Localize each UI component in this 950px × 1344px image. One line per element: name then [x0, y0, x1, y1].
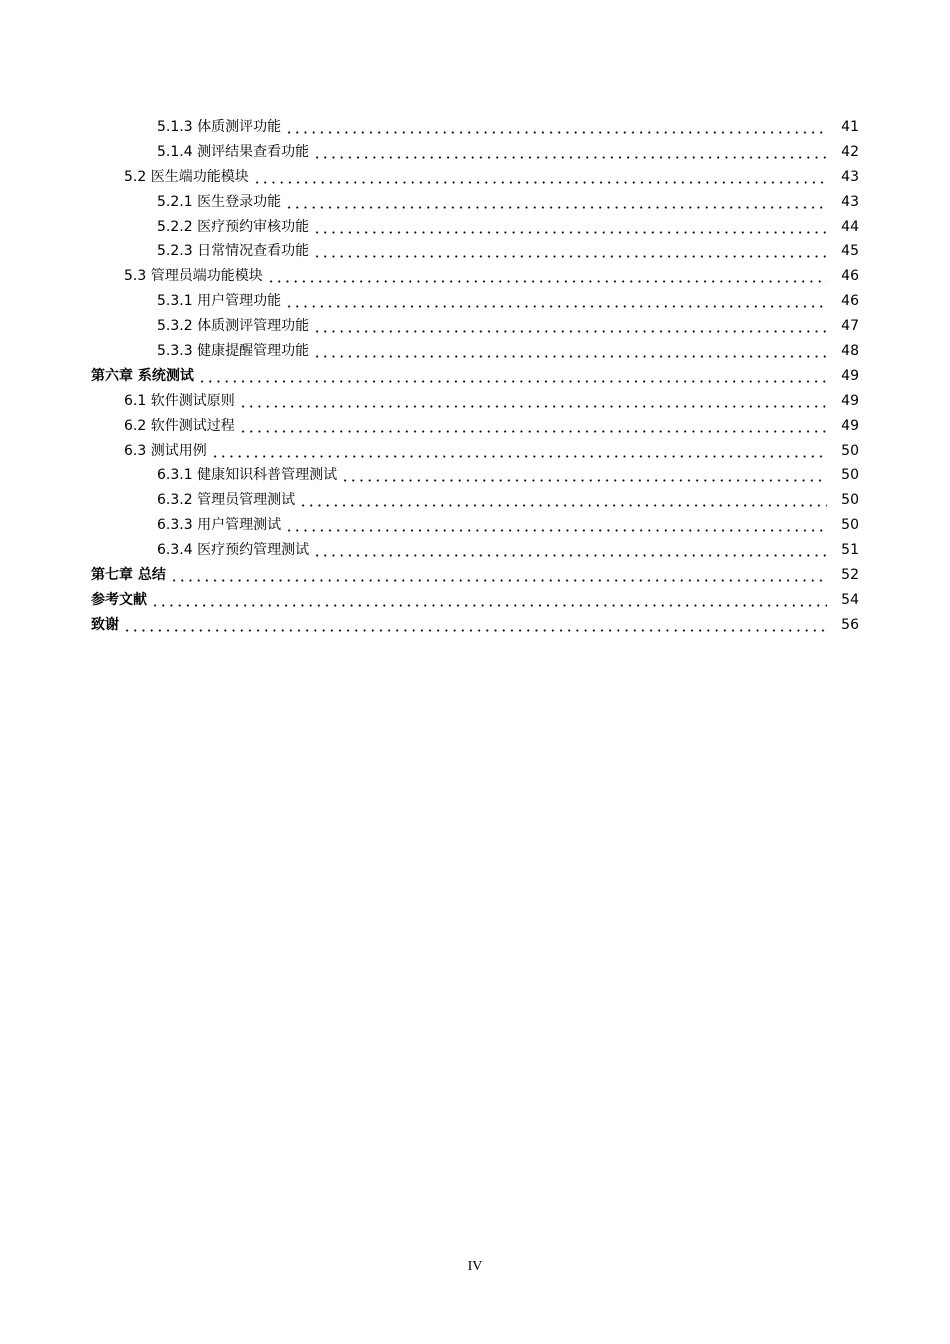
toc-entry-title: 参考文献	[91, 591, 147, 608]
toc-page-number: 46	[841, 293, 859, 310]
table-of-contents	[0, 115, 950, 638]
toc-entry-title: 6.2 软件测试过程	[124, 417, 235, 434]
toc-entry[interactable]	[0, 513, 950, 538]
toc-page-number: 51	[841, 542, 859, 559]
toc-entry[interactable]	[0, 239, 950, 264]
toc-entry[interactable]	[0, 314, 950, 339]
toc-page-number: 49	[841, 417, 859, 434]
toc-page-number: 50	[841, 442, 859, 459]
toc-entry-title: 5.3 管理员端功能模块	[124, 268, 263, 285]
dot-leader	[239, 405, 827, 408]
toc-entry-title: 5.3.2 体质测评管理功能	[157, 318, 310, 335]
toc-entry-chapter[interactable]	[0, 588, 950, 613]
dot-leader	[285, 131, 827, 134]
toc-entry[interactable]	[0, 414, 950, 439]
toc-page-number: 54	[841, 591, 859, 608]
dot-leader	[313, 231, 827, 234]
toc-page-number: 42	[841, 143, 859, 160]
toc-page-number: 44	[841, 218, 859, 235]
toc-entry-title: 5.1.3 体质测评功能	[157, 119, 282, 135]
toc-entry-title: 5.1.4 测评结果查看功能	[157, 143, 310, 160]
toc-page-number: 43	[841, 168, 859, 185]
toc-entry-title: 6.3.4 医疗预约管理测试	[157, 542, 310, 559]
toc-page-number: 41	[841, 119, 859, 135]
toc-page-number: 56	[841, 616, 859, 633]
toc-page-number: 46	[841, 268, 859, 285]
toc-entry-title: 第六章 系统测试	[91, 367, 194, 384]
toc-entry[interactable]	[0, 439, 950, 464]
toc-entry-title: 5.2.1 医生登录功能	[157, 193, 282, 210]
toc-entry[interactable]	[0, 289, 950, 314]
toc-entry[interactable]	[0, 389, 950, 414]
toc-entry-title: 致谢	[91, 616, 119, 633]
dot-leader	[341, 479, 827, 482]
dot-leader	[299, 504, 827, 507]
toc-entry-title: 5.3.3 健康提醒管理功能	[157, 343, 310, 360]
toc-entry[interactable]	[0, 538, 950, 563]
toc-page-number: 47	[841, 318, 859, 335]
page-footer-number: IV	[467, 1259, 483, 1274]
toc-page-number: 50	[841, 492, 859, 509]
dot-leader	[313, 355, 827, 358]
dot-leader	[285, 529, 827, 532]
toc-entry-title: 6.3.2 管理员管理测试	[157, 492, 296, 509]
dot-leader	[123, 629, 827, 632]
toc-entry-title: 6.3 测试用例	[124, 442, 207, 459]
toc-entry[interactable]	[0, 165, 950, 190]
toc-page-number: 49	[841, 392, 859, 409]
dot-leader	[253, 181, 827, 184]
toc-entry[interactable]	[0, 115, 950, 140]
toc-page-number: 50	[841, 467, 859, 484]
dot-leader	[313, 554, 827, 557]
dot-leader	[211, 455, 827, 458]
toc-entry[interactable]	[0, 339, 950, 364]
toc-page-number: 49	[841, 367, 859, 384]
toc-entry-title: 5.2.3 日常情况查看功能	[157, 243, 310, 260]
dot-leader	[285, 206, 827, 209]
dot-leader	[267, 280, 827, 283]
toc-page-number: 52	[841, 567, 859, 584]
toc-entry-title: 5.2.2 医疗预约审核功能	[157, 218, 310, 235]
toc-entry-title: 第七章 总结	[91, 567, 166, 584]
dot-leader	[239, 430, 827, 433]
dot-leader	[313, 255, 827, 258]
toc-entry-chapter[interactable]	[0, 563, 950, 588]
dot-leader	[285, 305, 827, 308]
toc-page-number: 48	[841, 343, 859, 360]
toc-entry-chapter[interactable]	[0, 613, 950, 638]
dot-leader	[151, 604, 827, 607]
toc-entry-title: 5.2 医生端功能模块	[124, 168, 249, 185]
toc-entry[interactable]	[0, 264, 950, 289]
toc-page-number: 43	[841, 193, 859, 210]
toc-entry[interactable]	[0, 190, 950, 215]
toc-page-number: 45	[841, 243, 859, 260]
toc-entry[interactable]	[0, 488, 950, 513]
dot-leader	[313, 156, 827, 159]
toc-entry-title: 5.3.1 用户管理功能	[157, 293, 282, 310]
toc-entry-title: 6.1 软件测试原则	[124, 392, 235, 409]
toc-entry[interactable]	[0, 463, 950, 488]
toc-entry[interactable]	[0, 140, 950, 165]
toc-entry-chapter[interactable]	[0, 364, 950, 389]
toc-entry[interactable]	[0, 215, 950, 240]
dot-leader	[313, 330, 827, 333]
dot-leader	[170, 579, 827, 582]
toc-entry-title: 6.3.3 用户管理测试	[157, 517, 282, 534]
dot-leader	[198, 380, 827, 383]
toc-entry-title: 6.3.1 健康知识科普管理测试	[157, 467, 338, 484]
toc-page-number: 50	[841, 517, 859, 534]
